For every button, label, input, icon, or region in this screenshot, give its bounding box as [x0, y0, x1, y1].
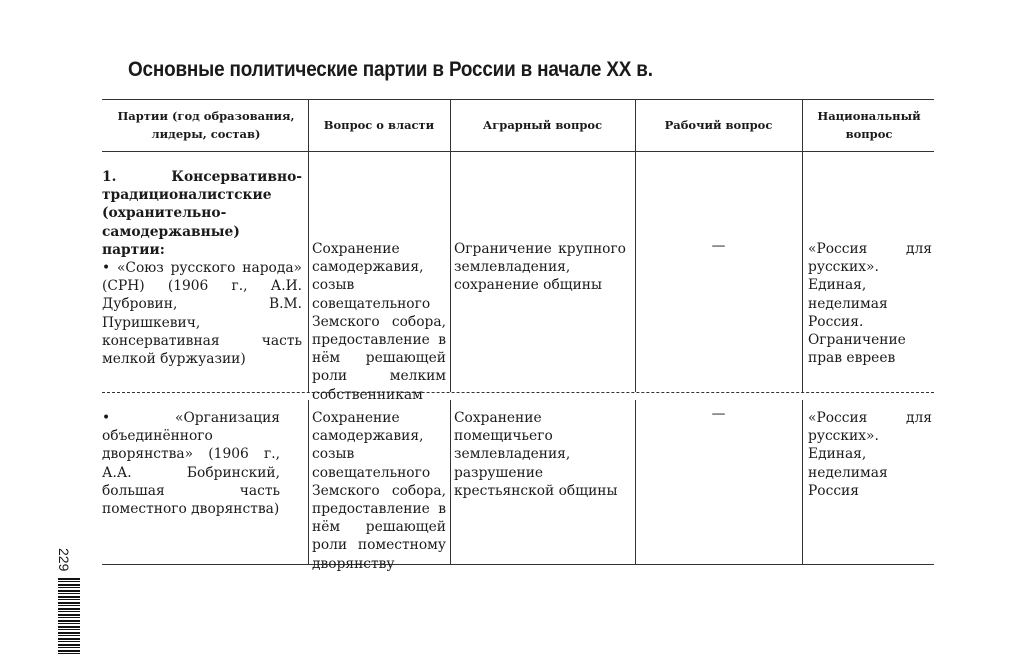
- national-line: Единая, неделимая Россия: [808, 446, 888, 499]
- table-row-2-labor: —: [711, 406, 726, 422]
- national-line: Ограничение прав евреев: [808, 332, 906, 367]
- table-row-1-party: [102, 168, 302, 368]
- party-name: • «Союз русского народа» (СРН) (1906 г., А.И. Дубровин, В.М. Пуришкевич, консервативная часть мелкой буржуазии): [102, 260, 302, 368]
- header-labor: Рабочий вопрос: [664, 118, 773, 132]
- column-divider: [450, 400, 451, 564]
- row-separator: [102, 392, 934, 393]
- group-heading: 1. Консервативно-традиционалистские (охранительно-самодержавные) партии:: [102, 169, 302, 258]
- table-row-2-agrarian: Сохранение помещичьего землевладения, разрушение крестьянской общины: [454, 410, 618, 499]
- header-power: Вопрос о власти: [323, 118, 435, 132]
- column-divider: [635, 99, 636, 392]
- column-divider: [635, 400, 636, 564]
- column-divider: [450, 99, 451, 392]
- national-line: «Россия для русских».: [808, 410, 932, 445]
- header-agrarian: Аграрный вопрос: [482, 118, 603, 132]
- column-divider: [308, 400, 309, 564]
- column-divider: [802, 99, 803, 392]
- table-row-2-power: Сохранение самодержавия, созыв совещательного Земского собора, предоставление в нём решающей роли поместному дворянству: [312, 410, 446, 572]
- national-line: «Россия для русских».: [808, 241, 932, 276]
- header-bottom-rule: [102, 151, 934, 152]
- header-parties: Партии (год образования, лидеры, состав): [117, 109, 295, 141]
- barcode-graphic: [58, 578, 80, 656]
- page-number: 229: [56, 548, 72, 572]
- page-title: Основные политические партии в России в начале XX в.: [128, 58, 653, 81]
- table-row-1-national: [808, 240, 932, 367]
- header-national: Национальный вопрос: [817, 109, 921, 141]
- table-bottom-rule: [102, 564, 934, 565]
- table-row-1-labor: —: [711, 238, 726, 254]
- table-row-2-national: [808, 409, 932, 500]
- table-row-2-party: • «Организация объединённого дворянства» (1906 г., А.А. Бобринский, большая часть поместного дворянства): [102, 410, 280, 518]
- table-row-1-power: Сохранение самодержавия, созыв совещательного Земского собора, предоставление в нём решающей роли мелким собственникам: [312, 241, 446, 403]
- national-line: Единая, неделимая Россия.: [808, 277, 888, 330]
- column-divider: [308, 99, 309, 392]
- parties-table: [102, 99, 934, 572]
- table-row-1-agrarian: Ограничение крупного землевладения, сохранение общины: [454, 241, 626, 294]
- column-divider: [802, 400, 803, 564]
